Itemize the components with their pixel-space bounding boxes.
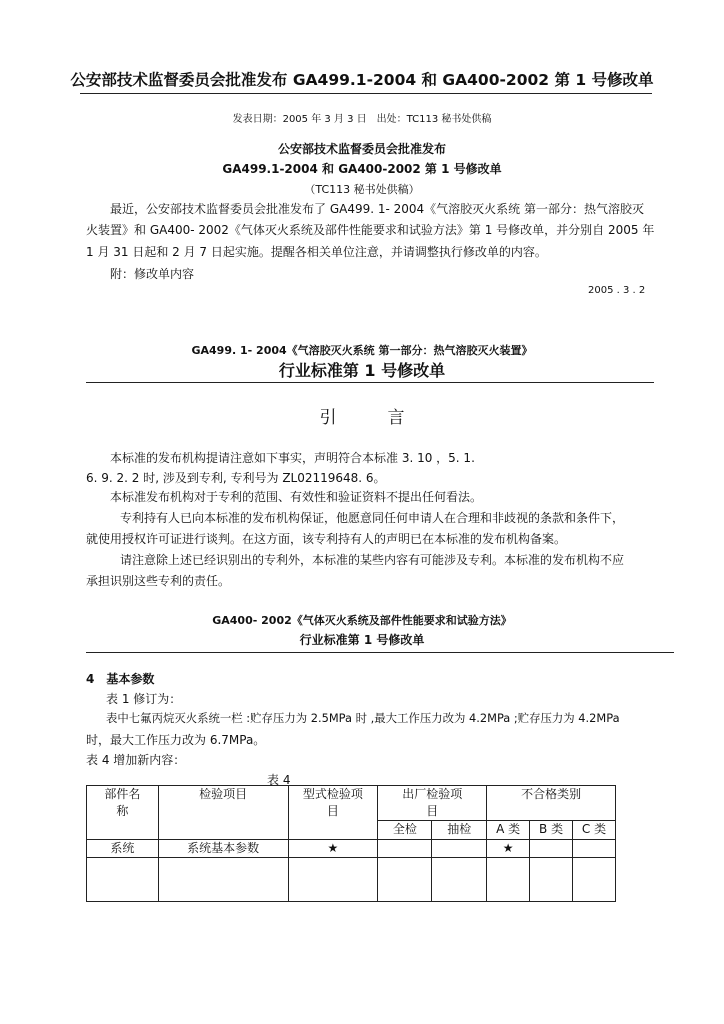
header-test-item: 检验项目 xyxy=(158,786,288,840)
notice-para-line-3: 1 月 31 日起和 2 月 7 日起实施。提醒各相关单位注意，并请调整执行修改单的内容。 xyxy=(86,245,547,259)
header-type-test: 型式检验项 目 xyxy=(288,786,378,840)
row-class-a-mark: ★ xyxy=(487,840,530,858)
section2-standard-title: GA400- 2002《气体灭火系统及部件性能要求和试验方法》 xyxy=(212,614,512,627)
section1-p1-line-2: 6. 9. 2. 2 时, 涉及到专利, 专利号为 ZL02119648. 6。 xyxy=(86,471,386,485)
notice-para-line-2: 火装置》和 GA400- 2002《气体灭火系统及部件性能要求和试验方法》第 1 号修改单，并分别自 2005 年 xyxy=(86,223,655,237)
empty-cell xyxy=(378,858,432,902)
notice-source: （TC113 秘书处供稿） xyxy=(304,183,420,196)
header-factory-test: 出厂检验项 目 xyxy=(378,786,487,821)
notice-title-2: GA499.1-2004 和 GA400-2002 第 1 号修改单 xyxy=(222,162,502,176)
section2-item-1-line-2: 时，最大工作压力改为 6.7MPa。 xyxy=(86,733,266,747)
empty-cell xyxy=(432,858,487,902)
section2-heading: 4 基本参数 xyxy=(86,672,155,686)
section1-p1-line-1: 本标准的发布机构提请注意如下事实，声明符合本标准 3. 10 ，5. 1. xyxy=(110,451,475,465)
section2-item-2: 表 4 增加新内容： xyxy=(86,753,186,767)
notice-attachment: 附：修改单内容 xyxy=(110,267,195,281)
header-sampling: 抽检 xyxy=(432,821,487,840)
notice-date: 2005 . 3 . 2 xyxy=(588,285,646,296)
section2-rule xyxy=(86,652,674,653)
empty-cell xyxy=(487,858,530,902)
section1-standard-title: GA499. 1- 2004《气溶胶灭火系统 第一部分：热气溶胶灭火装置》 xyxy=(191,344,533,357)
row-type-test-mark: ★ xyxy=(288,840,378,858)
intro-heading: 引 言 xyxy=(319,408,405,428)
header-class-b: B 类 xyxy=(530,821,573,840)
header-part-name: 部件名称 xyxy=(87,786,159,840)
row-sampling xyxy=(432,840,487,858)
empty-cell xyxy=(158,858,288,902)
empty-cell xyxy=(573,858,616,902)
table-caption: 表 4 xyxy=(267,773,291,787)
header-nonconformity: 不合格类别 xyxy=(487,786,616,821)
table-4 xyxy=(86,785,616,902)
notice-para-line-1: 最近，公安部技术监督委员会批准发布了 GA499. 1- 2004《气溶胶灭火系统 第一部分：热气溶胶灭 xyxy=(110,202,644,216)
empty-cell xyxy=(87,858,159,902)
section2-item-1: 表 1 修订为： xyxy=(106,692,182,706)
section1-rule xyxy=(86,382,654,383)
row-class-c xyxy=(573,840,616,858)
section1-p3-line-1: 专利持有人已向本标准的发布机构保证，他愿意同任何申请人在合理和非歧视的条款和条件下， xyxy=(120,511,625,525)
page-title: 公安部技术监督委员会批准发布 GA499.1-2004 和 GA400-2002 第 1 号修改单 xyxy=(70,71,654,89)
empty-cell xyxy=(530,858,573,902)
row-test-item: 系统基本参数 xyxy=(158,840,288,858)
section1-p3-line-2: 就使用授权许可证进行谈判。在这方面，该专利持有人的声明已在本标准的发布机构备案。 xyxy=(86,532,567,546)
section2-amendment-title: 行业标准第 1 号修改单 xyxy=(299,633,425,647)
section2-item-1-line-1: 表中七氟丙烷灭火系统一栏 :贮存压力为 2.5MPa 时 ,最大工作压力改为 4.2MPa ;贮存压力为 4.2MPa xyxy=(106,711,620,725)
header-class-c: C 类 xyxy=(573,821,616,840)
section1-p4-line-2: 承担识别这些专利的责任。 xyxy=(86,574,231,588)
section1-p4-line-1: 请注意除上述已经识别出的专利外，本标准的某些内容有可能涉及专利。本标准的发布机构不应 xyxy=(120,553,625,567)
publish-info: 发表日期：2005 年 3 月 3 日 出处：TC113 秘书处供稿 xyxy=(232,114,492,125)
row-class-b xyxy=(530,840,573,858)
notice-title-1: 公安部技术监督委员会批准发布 xyxy=(277,142,446,156)
row-part-name: 系统 xyxy=(87,840,159,858)
header-rule xyxy=(80,93,652,94)
row-full-inspection xyxy=(378,840,432,858)
section1-p2: 本标准发布机构对于专利的范围、有效性和验证资料不提出任何看法。 xyxy=(110,490,483,504)
header-full-inspection: 全检 xyxy=(378,821,432,840)
section1-amendment-title: 行业标准第 1 号修改单 xyxy=(278,361,446,380)
empty-cell xyxy=(288,858,378,902)
header-class-a: A 类 xyxy=(487,821,530,840)
